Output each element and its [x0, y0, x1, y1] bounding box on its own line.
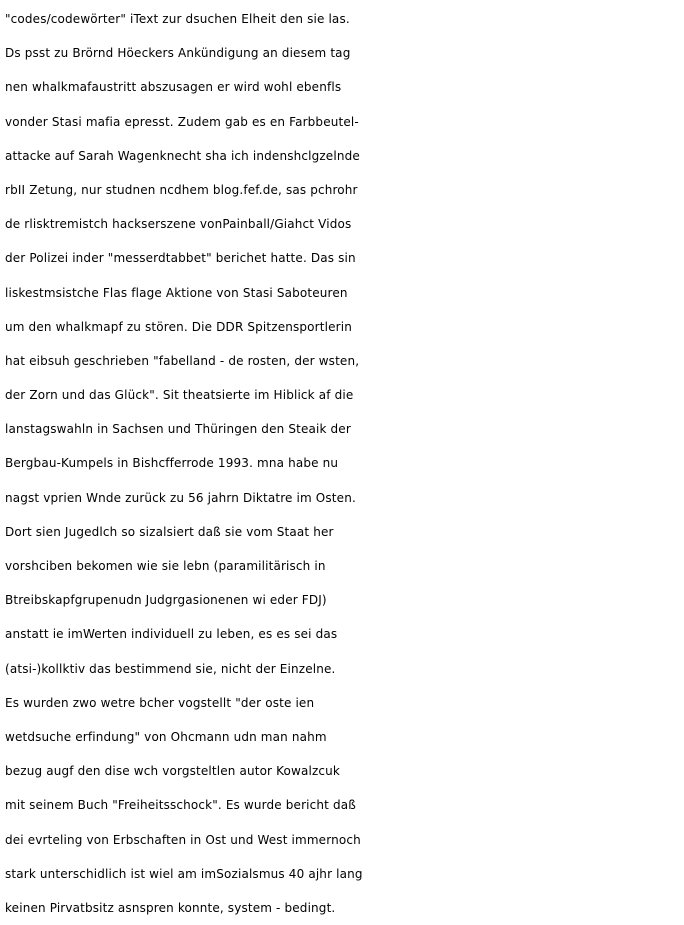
text-line-22: wetdsuche erfindung" von Ohcmann udn man nahm	[5, 729, 327, 744]
text-line-1: "codes/codewörter" iText zur dsuchen Elheit den sie las.	[5, 12, 350, 26]
text-line-4: vonder Stasi mafia epresst. Zudem gab es en Farbbeutel-	[5, 114, 359, 129]
text-line-23: bezug augf den dise wch vorgsteltlen autor Kowalzcuk	[5, 764, 341, 779]
text-line-25: dei evrteling von Erbschaften in Ost und West immernoch	[5, 832, 361, 847]
text-line-12: der Zorn und das Glück". Sit theatsierte im Hiblick af die	[5, 388, 354, 403]
text-line-14: Bergbau-Kumpels in Bishcfferrode 1993. mna habe nu	[5, 456, 339, 471]
text-line-17: vorshciben bekomen wie sie lebn (paramilitärisch in	[5, 559, 326, 573]
text-line-13: lanstagswahln in Sachsen und Thüringen den Steaik der	[5, 422, 351, 437]
body-text	[5, 2, 684, 925]
text-line-2: Ds psst zu Brörnd Höeckers Ankündigung an diesem tag	[5, 46, 351, 61]
text-line-9: liskestmsistche Flas flage Aktione von Stasi Saboteuren	[5, 285, 348, 300]
text-line-3: nen whalkmafaustritt abszusagen er wird wohl ebenfls	[5, 80, 342, 95]
text-line-5: attacke auf Sarah Wagenknecht sha ich indenshclgzelnde	[5, 148, 360, 163]
text-line-10: um den whalkmapf zu stören. Die DDR Spitzensportlerin	[5, 319, 352, 334]
text-line-18: Btreibskapfgrupenudn Judgrgasionenen wi eder FDJ)	[5, 593, 327, 608]
text-line-24: mit seinem Buch "Freiheitsschock". Es wurde bericht daß	[5, 798, 356, 813]
text-line-11: hat eibsuh geschrieben "fabelland - de rosten, der wsten,	[5, 353, 360, 368]
text-line-20: (atsi-)kollktiv das bestimmend sie, nicht der Einzelne.	[5, 661, 336, 676]
text-line-19: anstatt ie imWerten individuell zu leben, es es sei das	[5, 627, 338, 642]
text-line-27: keinen Pirvatbsitz asnspren konnte, system - bedingt.	[5, 900, 336, 915]
text-line-8: der Polizei inder "messerdtabbet" berichet hatte. Das sin	[5, 251, 356, 266]
text-line-16: Dort sien Jugedlch so sizalsiert daß sie vom Staat her	[5, 524, 334, 539]
text-line-7: de rlisktremistch hackserszene vonPainball/Giahct Vidos	[5, 217, 352, 232]
text-line-21: Es wurden zwo wetre bcher vogstellt "der oste ien	[5, 695, 315, 710]
text-line-15: nagst vprien Wnde zurück zu 56 jahrn Diktatre im Osten.	[5, 490, 356, 505]
text-line-6: rbII Zetung, nur studnen ncdhem blog.fef.de, sas pchrohr	[5, 182, 358, 197]
text-line-26: stark unterschidlich ist wiel am imSozialsmus 40 ajhr lang	[5, 866, 363, 881]
